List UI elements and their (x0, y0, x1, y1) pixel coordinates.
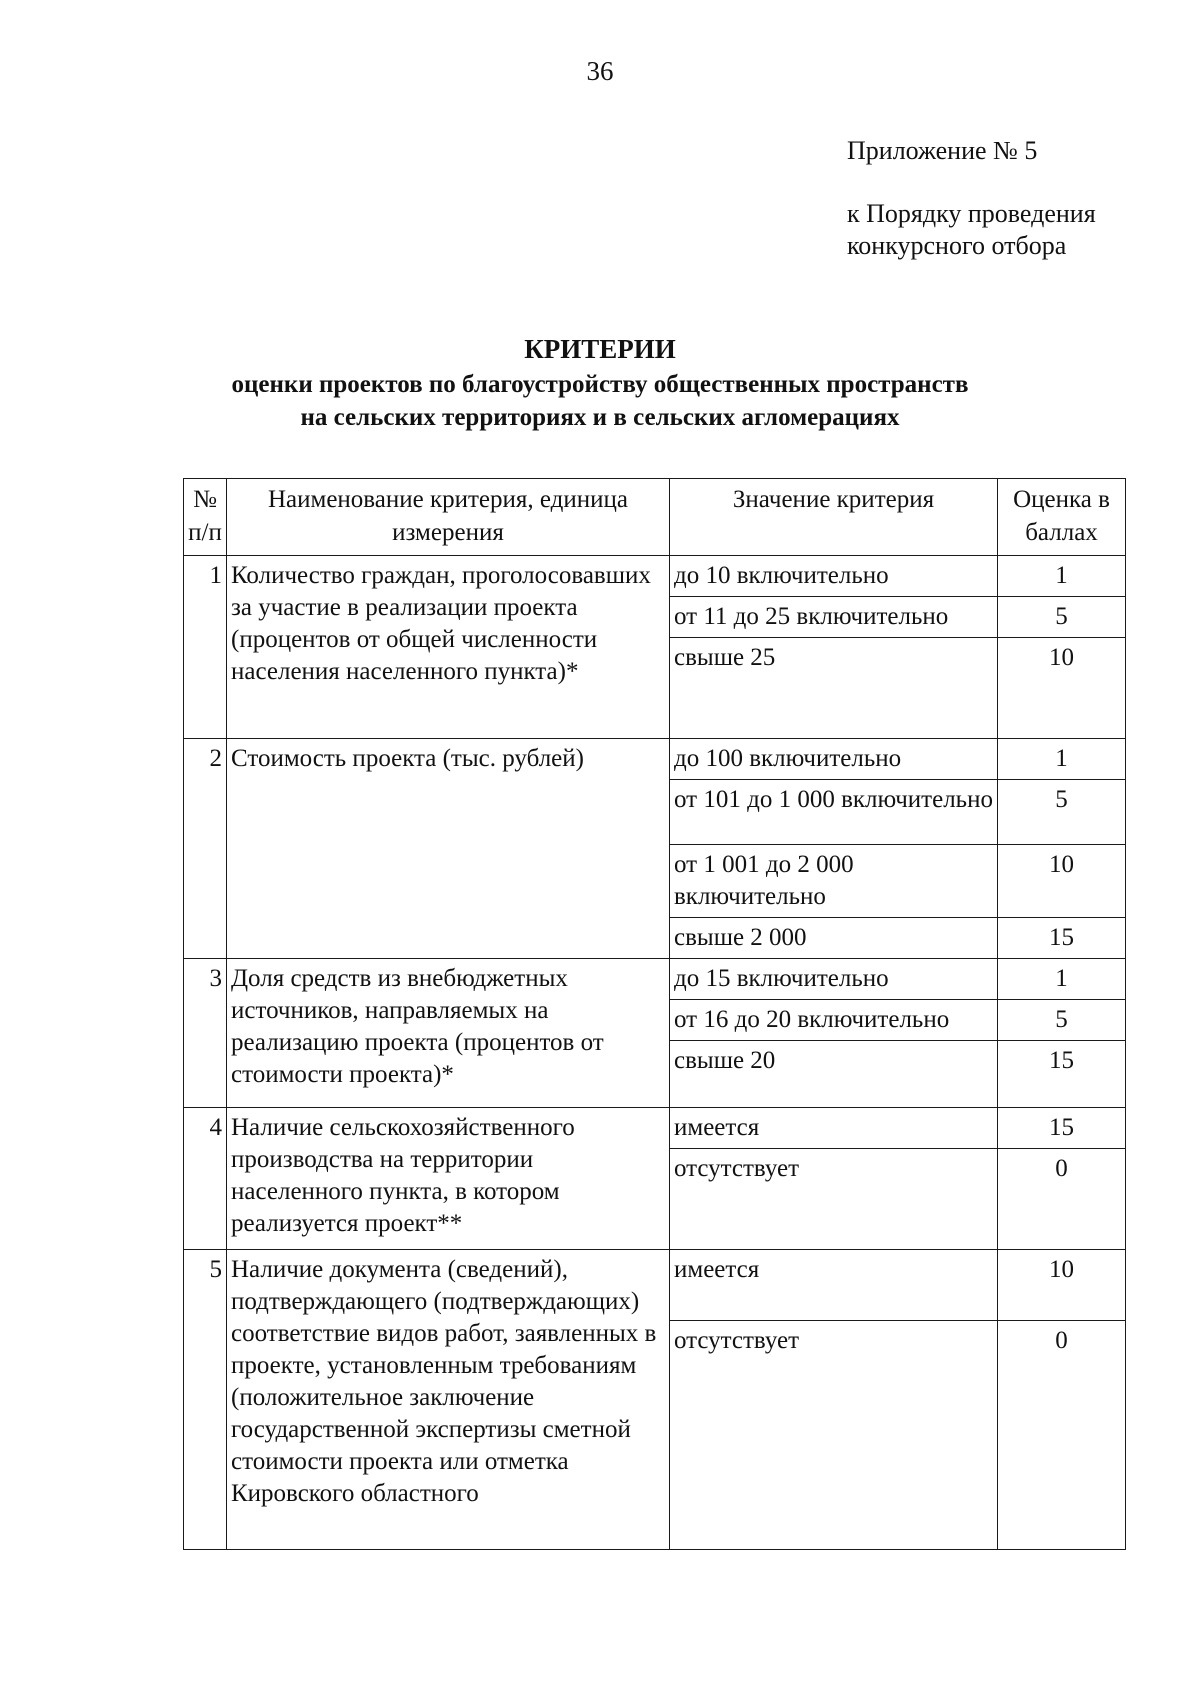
criterion-number: 2 (184, 739, 227, 959)
criteria-table-body (184, 556, 1126, 1550)
criterion-score: 5 (998, 1000, 1126, 1041)
criterion-name: Количество граждан, проголосовавших за участие в реализации проекта (процентов от общей численности населения населенного пункта)* (227, 556, 670, 739)
criterion-value: от 16 до 20 включительно (670, 1000, 998, 1041)
document-title: КРИТЕРИИ (524, 334, 676, 364)
criterion-value: отсутствует (670, 1149, 998, 1250)
criterion-score: 0 (998, 1321, 1126, 1550)
criterion-number: 1 (184, 556, 227, 739)
appendix-reference (847, 198, 1096, 262)
table-header-row (184, 479, 1126, 556)
criterion-value: свыше 2 000 (670, 918, 998, 959)
criterion-value: до 15 включительно (670, 959, 998, 1000)
criterion-score: 15 (998, 1108, 1126, 1149)
criterion-number: 4 (184, 1108, 227, 1250)
criterion-score: 1 (998, 959, 1126, 1000)
criterion-score: 1 (998, 739, 1126, 780)
criterion-value: от 11 до 25 включительно (670, 597, 998, 638)
criterion-score: 1 (998, 556, 1126, 597)
header-number: № п/п (184, 479, 227, 556)
criteria-table (183, 478, 1126, 1550)
criterion-value: отсутствует (670, 1321, 998, 1550)
criterion-value: свыше 20 (670, 1041, 998, 1108)
criterion-score: 15 (998, 918, 1126, 959)
criterion-name: Стоимость проекта (тыс. рублей) (227, 739, 670, 959)
table-row (184, 1250, 1126, 1321)
criterion-value: от 1 001 до 2 000 включительно (670, 845, 998, 918)
table-row (184, 556, 1126, 597)
criterion-name: Наличие документа (сведений), подтверждающего (подтверждающих) соответствие видов работ, заявленных в проекте, установленным требованиям (положительное заключение государственной экспертизы сметной стоимости проекта или отметка Кировского областного (227, 1250, 670, 1550)
appendix-title: Приложение № 5 (847, 136, 1038, 165)
appendix-reference-line-1: к Порядку проведения (847, 199, 1096, 228)
table-row (184, 1108, 1126, 1149)
criterion-score: 10 (998, 845, 1126, 918)
appendix-reference-line-2: конкурсного отбора (847, 231, 1067, 260)
header-score: Оценка в баллах (998, 479, 1126, 556)
criterion-number: 3 (184, 959, 227, 1108)
document-subtitle-line-1: оценки проектов по благоустройству общественных пространств (231, 371, 969, 398)
document-subtitle-line-2: на сельских территориях и в сельских агломерациях (300, 404, 900, 431)
page-number: 36 (586, 56, 614, 86)
criterion-score: 10 (998, 1250, 1126, 1321)
criterion-value: имеется (670, 1250, 998, 1321)
criterion-name: Наличие сельскохозяйственного производства на территории населенного пункта, в котором реализуется проект** (227, 1108, 670, 1250)
table-row (184, 959, 1126, 1000)
criterion-value: до 10 включительно (670, 556, 998, 597)
criterion-value: до 100 включительно (670, 739, 998, 780)
criterion-score: 5 (998, 597, 1126, 638)
criterion-name: Доля средств из внебюджетных источников, направляемых на реализацию проекта (процентов от стоимости проекта)* (227, 959, 670, 1108)
criterion-score: 15 (998, 1041, 1126, 1108)
criterion-value: свыше 25 (670, 638, 998, 739)
criterion-score: 5 (998, 780, 1126, 845)
header-criterion-name: Наименование критерия, единица измерения (227, 479, 670, 556)
criterion-number: 5 (184, 1250, 227, 1550)
criterion-value: от 101 до 1 000 включительно (670, 780, 998, 845)
table-row (184, 739, 1126, 780)
header-criterion-value: Значение критерия (670, 479, 998, 556)
criterion-value: имеется (670, 1108, 998, 1149)
criterion-score: 0 (998, 1149, 1126, 1250)
criterion-score: 10 (998, 638, 1126, 739)
document-heading (0, 330, 1200, 434)
